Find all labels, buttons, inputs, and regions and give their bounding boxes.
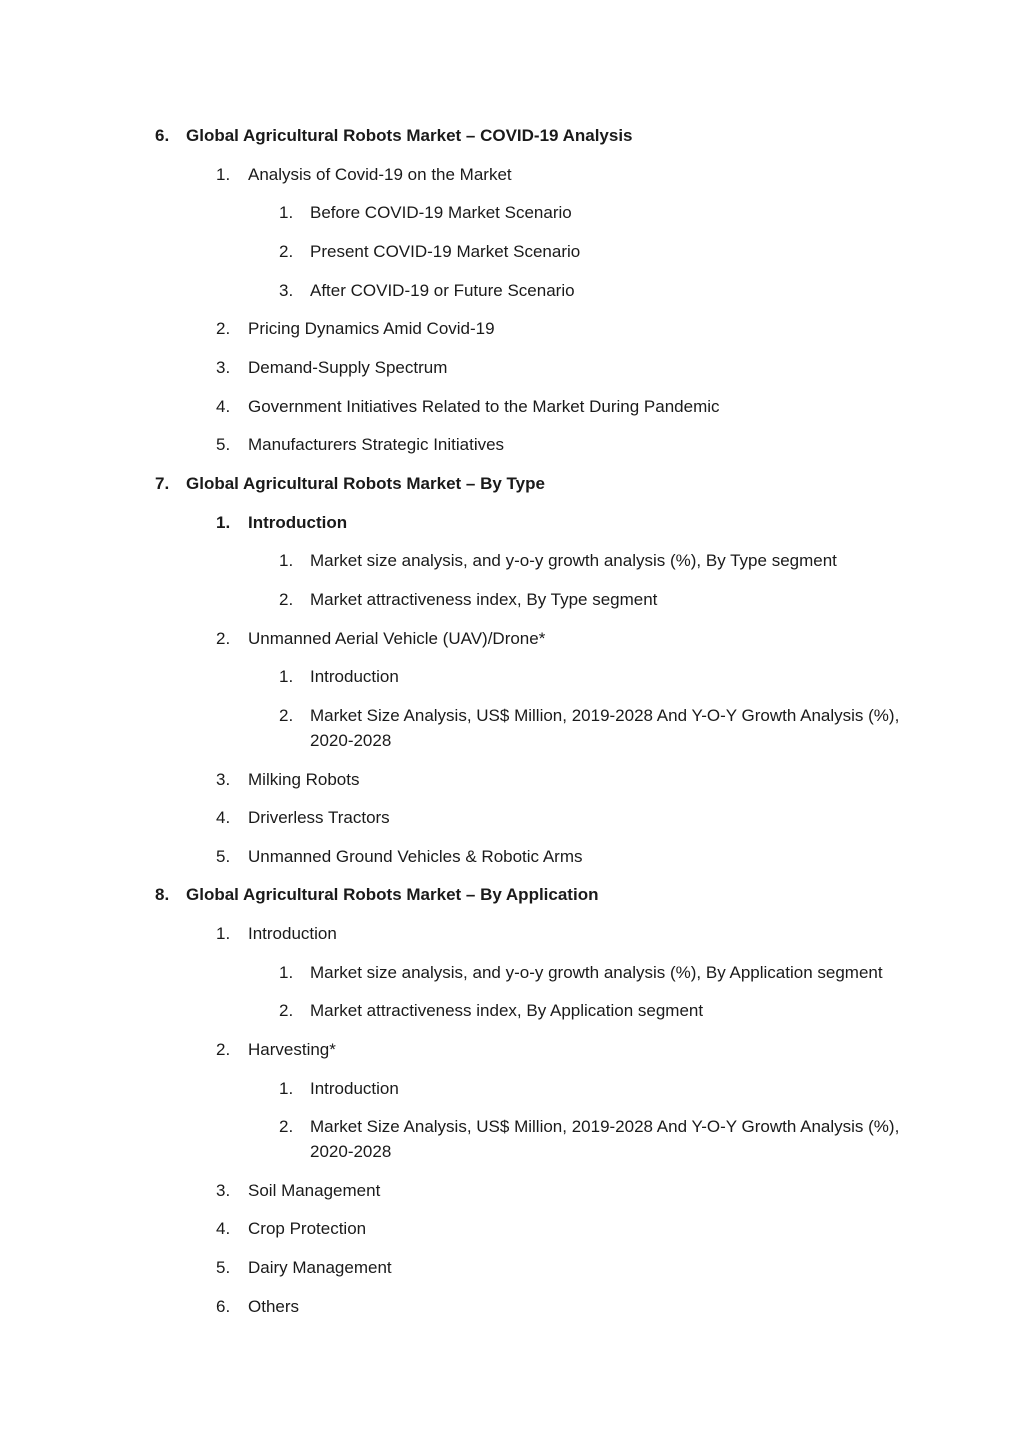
subitem-label: Market size analysis, and y-o-y growth analysis (%), By Application segment — [310, 963, 883, 982]
subitem-label-continuation: 2020-2028 — [310, 731, 392, 750]
item-number: 1. — [216, 513, 231, 532]
subitem-label: Introduction — [310, 1079, 399, 1098]
item-label: Analysis of Covid-19 on the Market — [248, 165, 512, 184]
section-number: 7. — [155, 474, 170, 493]
subitem-label: Present COVID-19 Market Scenario — [310, 242, 581, 261]
subitem-number: 2. — [279, 242, 294, 261]
item-number: 4. — [216, 397, 231, 416]
item-number: 6. — [216, 1297, 231, 1316]
subitem-number: 1. — [279, 1079, 294, 1098]
item-label: Government Initiatives Related to the Market During Pandemic — [248, 397, 720, 416]
item-number: 3. — [216, 770, 231, 789]
item-label: Demand-Supply Spectrum — [248, 358, 448, 377]
item-number: 2. — [216, 1040, 231, 1059]
item-number: 5. — [216, 435, 231, 454]
subitem-number: 1. — [279, 667, 294, 686]
item-number: 3. — [216, 1181, 231, 1200]
subitem-label: Market Size Analysis, US$ Million, 2019-2028 And Y-O-Y Growth Analysis (%), — [310, 1117, 900, 1136]
item-label: Manufacturers Strategic Initiatives — [248, 435, 505, 454]
item-number: 2. — [216, 319, 231, 338]
item-label: Others — [248, 1297, 300, 1316]
subitem-label: Market Size Analysis, US$ Million, 2019-2028 And Y-O-Y Growth Analysis (%), — [310, 706, 900, 725]
section-title: Global Agricultural Robots Market – COVID-19 Analysis — [186, 126, 633, 145]
subitem-number: 1. — [279, 203, 294, 222]
subitem-number: 3. — [279, 281, 294, 300]
item-number: 5. — [216, 847, 231, 866]
item-label: Soil Management — [248, 1181, 381, 1200]
subitem-label: Introduction — [310, 667, 399, 686]
subitem-label: Market attractiveness index, By Application segment — [310, 1001, 704, 1020]
subitem-number: 2. — [279, 1117, 294, 1136]
item-number: 3. — [216, 358, 231, 377]
item-number: 1. — [216, 924, 231, 943]
item-label: Harvesting* — [248, 1040, 336, 1059]
item-label: Driverless Tractors — [248, 808, 390, 827]
item-label: Unmanned Ground Vehicles & Robotic Arms — [248, 847, 583, 866]
item-label: Unmanned Aerial Vehicle (UAV)/Drone* — [248, 629, 546, 648]
subitem-label-continuation: 2020-2028 — [310, 1142, 392, 1161]
subitem-label: Market size analysis, and y-o-y growth analysis (%), By Type segment — [310, 551, 837, 570]
subitem-number: 1. — [279, 551, 294, 570]
item-label: Pricing Dynamics Amid Covid-19 — [248, 319, 495, 338]
item-number: 4. — [216, 808, 231, 827]
section-number: 6. — [155, 126, 170, 145]
subitem-number: 2. — [279, 1001, 294, 1020]
item-label: Introduction — [248, 924, 337, 943]
subitem-number: 2. — [279, 590, 294, 609]
section-number: 8. — [155, 885, 170, 904]
subitem-number: 1. — [279, 963, 294, 982]
item-number: 5. — [216, 1258, 231, 1277]
section-title: Global Agricultural Robots Market – By Application — [186, 885, 599, 904]
subitem-label: After COVID-19 or Future Scenario — [310, 281, 575, 300]
subitem-number: 2. — [279, 706, 294, 725]
item-number: 1. — [216, 165, 231, 184]
subitem-label: Market attractiveness index, By Type segment — [310, 590, 658, 609]
item-number: 4. — [216, 1219, 231, 1238]
item-number: 2. — [216, 629, 231, 648]
subitem-label: Before COVID-19 Market Scenario — [310, 203, 572, 222]
item-label: Milking Robots — [248, 770, 360, 789]
item-label: Introduction — [248, 513, 348, 532]
item-label: Crop Protection — [248, 1219, 367, 1238]
section-title: Global Agricultural Robots Market – By Type — [186, 474, 545, 493]
item-label: Dairy Management — [248, 1258, 392, 1277]
